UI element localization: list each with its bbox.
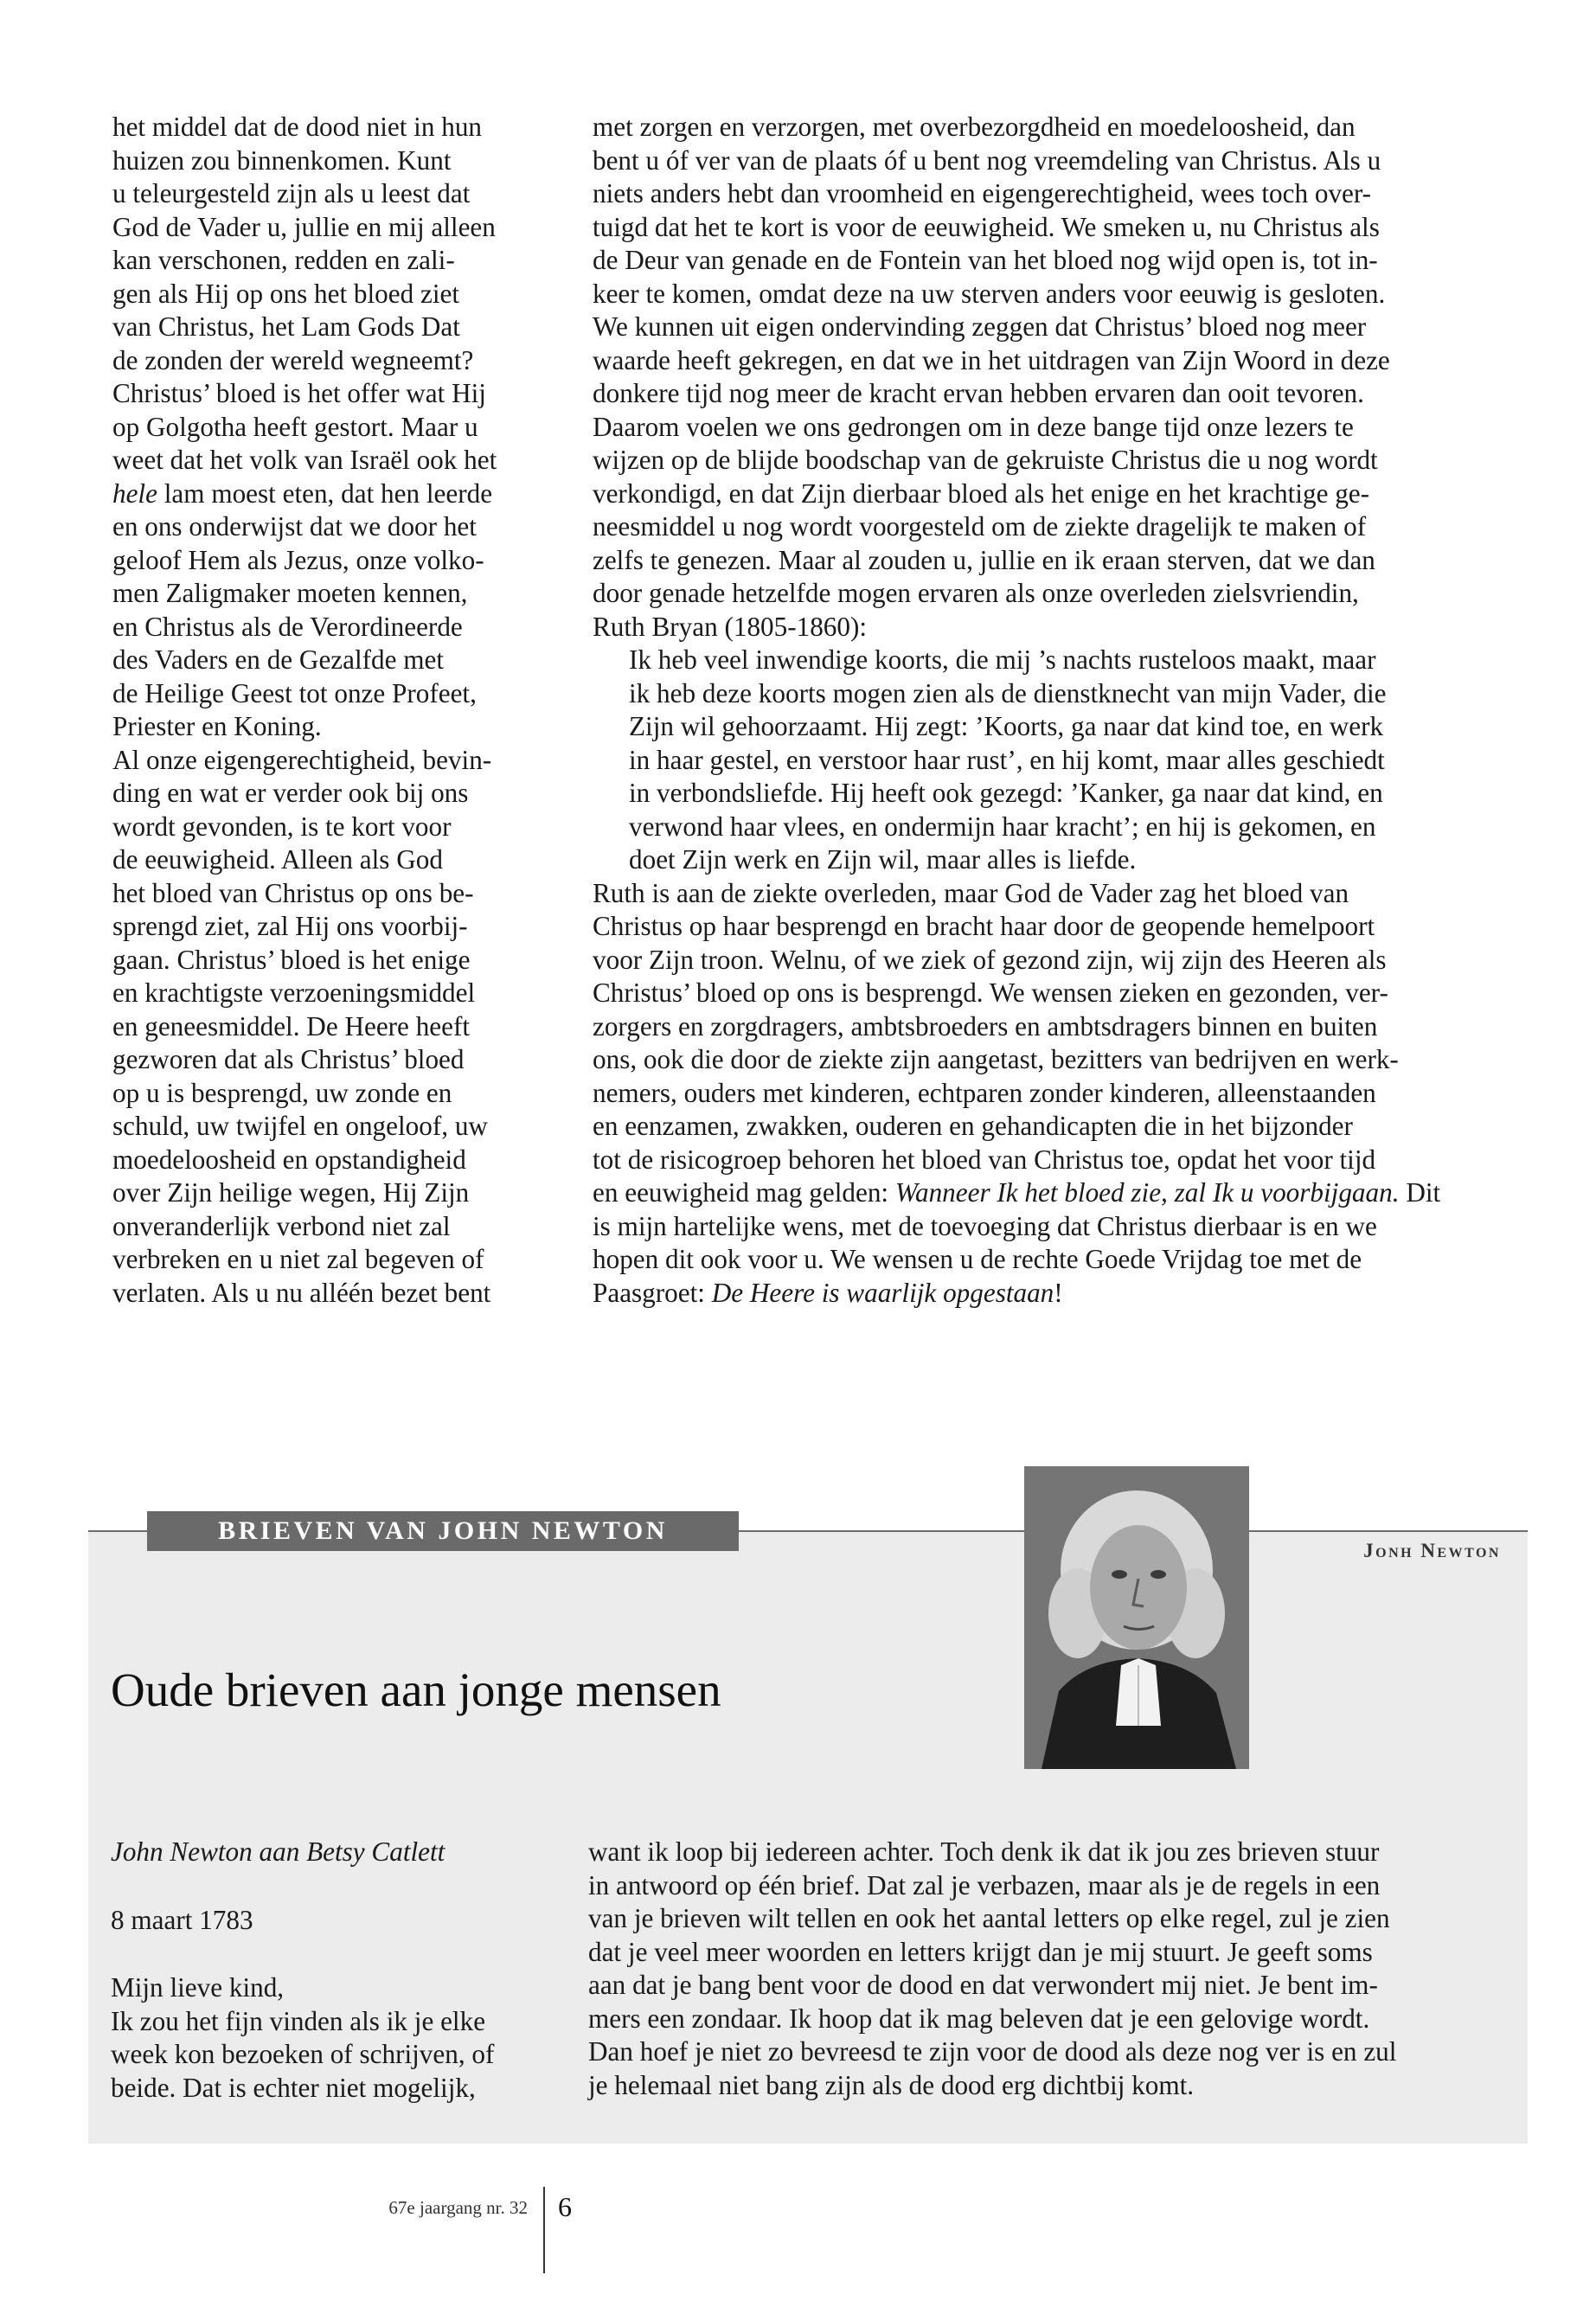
text-line: gen als Hij op ons het bloed ziet bbox=[112, 278, 460, 309]
text-line: verbreken en u niet zal begeven of bbox=[112, 1244, 484, 1274]
text-line: de Deur van genade en de Fontein van het bloed nog wijd open is, tot in- bbox=[593, 245, 1378, 275]
text-fragment: lam moest eten, dat hen leerde bbox=[157, 478, 493, 509]
portrait-caption: Jonh Newton bbox=[1363, 1540, 1501, 1561]
footer-divider bbox=[543, 2187, 545, 2273]
text-line: en ons onderwijst dat we door het bbox=[112, 511, 477, 542]
text-line: u teleurgesteld zijn als u leest dat bbox=[112, 178, 471, 208]
text-line: verlaten. Als u nu alléén bezet bent bbox=[112, 1277, 491, 1308]
text-line: gezworen dat als Christus’ bloed bbox=[112, 1044, 465, 1074]
text-line: sprengd ziet, zal Hij ons voorbij- bbox=[112, 911, 468, 941]
text-line: hopen dit ook voor u. We wensen u de rechte Goede Vrijdag toe met de bbox=[593, 1244, 1362, 1274]
quote-line: Zijn wil gehoorzaamt. Hij zegt: ’Koorts, ga naar dat kind toe, en werk bbox=[629, 711, 1384, 741]
salutation: Mijn lieve kind, bbox=[111, 1972, 285, 2003]
text-line: en eenzamen, zwakken, ouderen en gehandicapten die in het bijzonder bbox=[593, 1111, 1353, 1141]
letter-date: 8 maart 1783 bbox=[111, 1904, 253, 1935]
text-line: ding en wat er verder ook bij ons bbox=[112, 778, 469, 808]
portrait-image bbox=[1024, 1466, 1249, 1769]
left-column bbox=[112, 111, 548, 1310]
emphasis: hele bbox=[112, 478, 157, 509]
emphasis: Wanneer Ik het bloed zie, zal Ik u voorbijgaan. bbox=[894, 1177, 1400, 1208]
text-line: en Christus als de Verordineerde bbox=[112, 611, 463, 642]
page-number: 6 bbox=[558, 2191, 572, 2222]
text-line: We kunnen uit eigen ondervinding zeggen dat Christus’ bloed nog meer bbox=[593, 311, 1367, 342]
byline-text: John Newton aan Betsy Catlett bbox=[111, 1836, 445, 1867]
text-line: de Heilige Geest tot onze Profeet, bbox=[112, 677, 477, 708]
text-line: mers een zondaar. Ik hoop dat ik mag beleven dat je een gelovige wordt. bbox=[588, 2003, 1370, 2034]
text-line: kan verschonen, redden en zali- bbox=[112, 245, 455, 275]
text-line: Dan hoef je niet zo bevreesd te zijn voor de dood als deze nog ver is en zul bbox=[588, 2036, 1397, 2067]
text-line: keer te komen, omdat deze na uw sterven anders voor eeuwig is gesloten. bbox=[593, 278, 1386, 309]
text-line: van Christus, het Lam Gods Dat bbox=[112, 311, 460, 342]
text-line: geloof Hem als Jezus, onze volko- bbox=[112, 544, 484, 575]
text-line: waarde heeft gekregen, en dat we in het uitdragen van Zijn Woord in deze bbox=[593, 344, 1390, 375]
quote-line: verwond haar vlees, en ondermijn haar kracht’; en hij is gekomen, en bbox=[629, 811, 1376, 842]
text-line: de eeuwigheid. Alleen als God bbox=[112, 844, 443, 875]
text-line: want ik loop bij iedereen achter. Toch denk ik dat ik jou zes brieven stuur bbox=[588, 1836, 1380, 1867]
text-line: Ruth is aan de ziekte overleden, maar God de Vader zag het bloed van bbox=[593, 877, 1349, 908]
text-line: tot de risicogroep behoren het bloed van Christus toe, opdat het voor tijd bbox=[593, 1144, 1376, 1175]
quote-line: in verbondsliefde. Hij heeft ook gezegd: ’Kanker, ga naar dat kind, en bbox=[629, 778, 1383, 808]
text-line: nemers, ouders met kinderen, echtparen zonder kinderen, alleenstaanden bbox=[593, 1077, 1376, 1108]
text-fragment: Dit bbox=[1399, 1177, 1441, 1208]
text-fragment: en eeuwigheid mag gelden: bbox=[593, 1177, 895, 1208]
text-line: Priester en Koning. bbox=[112, 711, 322, 741]
text-line: weet dat het volk van Israël ook het bbox=[112, 445, 497, 475]
text-line: voor Zijn troon. Welnu, of we ziek of gezond zijn, wij zijn des Heeren als bbox=[593, 944, 1387, 975]
text-line bbox=[112, 478, 548, 511]
text-line: tuigd dat het te kort is voor de eeuwigheid. We smeken u, nu Christus als bbox=[593, 211, 1380, 242]
quote-line: doet Zijn werk en Zijn wil, maar alles is liefde. bbox=[629, 844, 1137, 875]
text-line: dat je veel meer woorden en letters krijgt dan je mij stuurt. Je geeft soms bbox=[588, 1936, 1373, 1967]
article-title: Oude brieven aan jonge mensen bbox=[111, 1663, 721, 1716]
text-line: Daarom voelen we ons gedrongen om in deze bange tijd onze lezers te bbox=[593, 411, 1354, 442]
spacer bbox=[111, 1937, 548, 1971]
spacer bbox=[111, 1869, 548, 1904]
text-line: wordt gevonden, is te kort voor bbox=[112, 811, 452, 842]
text-line: en krachtigste verzoeningsmiddel bbox=[112, 977, 476, 1008]
text-line: zelfs te genezen. Maar al zouden u, jullie en ik eraan sterven, dat we dan bbox=[593, 544, 1375, 575]
text-line: aan dat je bang bent voor de dood en dat verwondert mij niet. Je bent im- bbox=[588, 1970, 1378, 2000]
emphasis: De Heere is waarlijk opgestaan bbox=[711, 1277, 1054, 1308]
text-line: het bloed van Christus op ons be- bbox=[112, 877, 474, 908]
text-line: men Zaligmaker moeten kennen, bbox=[112, 578, 468, 608]
text-line: Al onze eigengerechtigheid, bevin- bbox=[112, 744, 492, 775]
text-line: van je brieven wilt tellen en ook het aantal letters op elke regel, zul je zien bbox=[588, 1903, 1390, 1933]
quote-line: ik heb deze koorts mogen zien als de dienstknecht van mijn Vader, die bbox=[629, 677, 1387, 708]
right-column bbox=[593, 111, 1503, 1310]
text-line: onveranderlijk verbond niet zal bbox=[112, 1210, 451, 1241]
text-fragment: Paasgroet: bbox=[593, 1277, 712, 1308]
text-line: Ik zou het fijn vinden als ik je elke bbox=[111, 2005, 486, 2036]
text-line: je helemaal niet bang zijn als de dood erg dichtbij komt. bbox=[588, 2069, 1195, 2100]
text-fragment: ! bbox=[1054, 1277, 1063, 1308]
text-line: en geneesmiddel. De Heere heeft bbox=[112, 1010, 471, 1042]
rule-left bbox=[88, 1530, 147, 1532]
text-line: bent u óf ver van de plaats óf u bent nog vreemdeling van Christus. Als u bbox=[593, 144, 1381, 176]
text-line: schuld, uw twijfel en ongeloof, uw bbox=[112, 1111, 488, 1141]
text-line: de zonden der wereld wegneemt? bbox=[112, 344, 474, 375]
text-line: op u is besprengd, uw zonde en bbox=[112, 1077, 452, 1108]
text-line: ons, ook die door de ziekte zijn aangetast, bezitters van bedrijven en werk- bbox=[593, 1044, 1399, 1074]
text-line: Ruth Bryan (1805-1860): bbox=[593, 611, 868, 642]
issue-info: 67e jaargang nr. 32 bbox=[388, 2197, 528, 2218]
rule-right bbox=[1249, 1530, 1528, 1532]
text-line: in antwoord op één brief. Dat zal je verbazen, maar als je de regels in een bbox=[588, 1869, 1381, 1900]
text-line: zorgers en zorgdragers, ambtsbroeders en ambtsdragers binnen en buiten bbox=[593, 1010, 1378, 1042]
text-line: donkere tijd nog meer de kracht ervan hebben ervaren dan ooit tevoren. bbox=[593, 378, 1364, 408]
text-line bbox=[593, 1277, 1503, 1311]
text-line: Christus’ bloed is het offer wat Hij bbox=[112, 378, 486, 408]
text-line: is mijn hartelijke wens, met de toevoeging dat Christus dierbaar is en we bbox=[593, 1210, 1377, 1241]
text-line: des Vaders en de Gezalfde met bbox=[112, 644, 445, 675]
text-line: Christus’ bloed op ons is besprengd. We wensen zieken en gezonden, ver- bbox=[593, 977, 1388, 1008]
letter-right-column bbox=[588, 1836, 1503, 2102]
text-line: moedeloosheid en opstandigheid bbox=[112, 1144, 466, 1175]
text-line: God de Vader u, jullie en mij alleen bbox=[112, 211, 496, 242]
text-line: beide. Dat is echter niet mogelijk, bbox=[111, 2072, 476, 2103]
text-line: neesmiddel u nog wordt voorgesteld om de ziekte dragelijk te maken of bbox=[593, 511, 1367, 542]
byline bbox=[111, 1836, 548, 1869]
text-line bbox=[593, 1176, 1503, 1210]
text-line: over Zijn heilige wegen, Hij Zijn bbox=[112, 1177, 470, 1208]
text-line: Christus op haar besprengd en bracht haar door de geopende hemelpoort bbox=[593, 911, 1375, 941]
text-line: door genade hetzelfde mogen ervaren als onze overleden zielsvriendin, bbox=[593, 578, 1359, 608]
text-line: huizen zou binnenkomen. Kunt bbox=[112, 144, 452, 176]
quote-line: in haar gestel, en verstoor haar rust’, en hij komt, maar alles geschiedt bbox=[629, 744, 1385, 775]
text-line: het middel dat de dood niet in hun bbox=[112, 112, 483, 142]
text-line: gaan. Christus’ bloed is het enige bbox=[112, 944, 471, 975]
letter-left-column bbox=[111, 1836, 548, 2105]
text-line: op Golgotha heeft gestort. Maar u bbox=[112, 411, 478, 442]
series-title: BRIEVEN VAN JOHN NEWTON bbox=[147, 1511, 739, 1551]
text-line: week kon bezoeken of schrijven, of bbox=[111, 2039, 495, 2069]
text-line: wijzen op de blijde boodschap van de gekruiste Christus die u nog wordt bbox=[593, 445, 1378, 475]
quote-line: Ik heb veel inwendige koorts, die mij ’s nachts rusteloos maakt, maar bbox=[629, 644, 1376, 675]
portrait-drawing bbox=[1024, 1466, 1249, 1769]
text-line: met zorgen en verzorgen, met overbezorgdheid en moedeloosheid, dan bbox=[593, 112, 1356, 142]
text-line: verkondigd, en dat Zijn dierbaar bloed als het enige en het krachtige ge- bbox=[593, 478, 1370, 509]
rule-middle bbox=[739, 1530, 1024, 1532]
text-line: niets anders hebt dan vroomheid en eigengerechtigheid, wees toch over- bbox=[593, 178, 1372, 208]
